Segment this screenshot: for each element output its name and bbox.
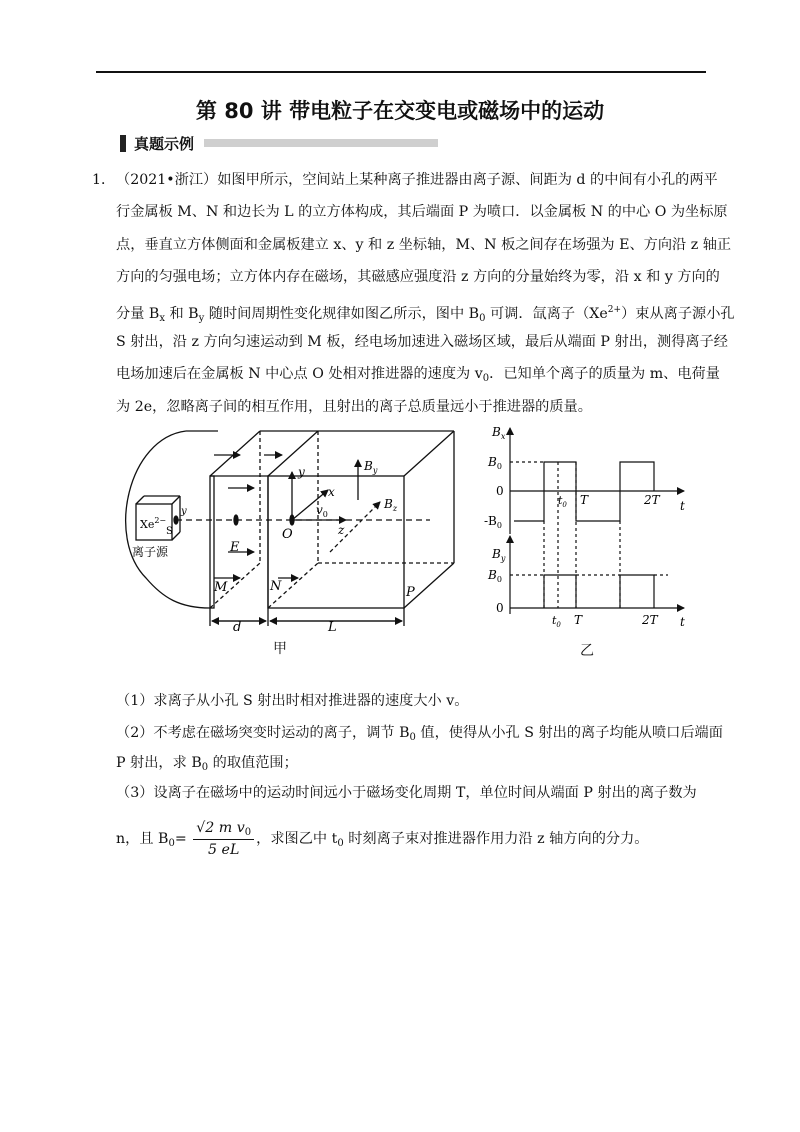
origin-O-label: O (282, 527, 293, 542)
graph-By-t0-label: $t_0$ (552, 614, 561, 629)
problem-text (92, 164, 735, 423)
plate-N-label: N (270, 579, 282, 594)
ion-source-label: 离子源 (132, 545, 169, 559)
plate-M-label: M (214, 580, 228, 595)
problem-number: 1． (92, 172, 116, 188)
figure-yi-graphs (478, 424, 698, 634)
graph-By-B0-label: $B_0$ (488, 568, 502, 584)
graph-Bx-2T-label: 2T (644, 493, 660, 507)
graph-By-2T-label: 2T (642, 613, 658, 627)
dimension-d-label: d (233, 620, 242, 634)
figure-jia-diagram (118, 428, 470, 634)
graph-By-t-label: t (680, 615, 685, 629)
top-rule (96, 71, 706, 73)
question-3-line-1: （3）设离子在磁场中的运动时间远小于磁场变化周期 T，单位时间从端面 P 射出的离子数为 (116, 785, 697, 801)
Bz-label: $B_z$ (384, 497, 398, 513)
graph-By-T-label: T (574, 613, 583, 627)
graph-By-zero-label: 0 (496, 601, 504, 615)
face-P-label: P (406, 585, 415, 600)
section-label: 真题示例 (134, 134, 195, 153)
velocity-v0-label: $v_0$ (316, 503, 328, 519)
source-xe-label: $Xe^{2-}$ (140, 516, 167, 531)
problem-line: 为 2e，忽略离子间的相互作用，且射出的离子总质量远小于推进器的质量。 (116, 398, 592, 415)
question-3-line-2: n，且 $B_0=$ $\frac{√2 m v_0}{5 eL}$ ，求图乙中 $t_0$ 时刻离子束对推进器作用力沿 z 轴方向的分力。 (116, 820, 649, 858)
figure-yi-caption: 乙 (580, 643, 594, 659)
section-marker (120, 135, 126, 152)
axis-y-label: y (298, 465, 305, 479)
field-E-label: E (230, 540, 240, 555)
axis-z-label: z (338, 523, 345, 537)
graph-Bx-zero-label: 0 (496, 484, 504, 498)
problem-line: 电场加速后在金属板 N 中心点 O 处相对推进器的速度为 $v_0$．已知单个离子的质量为 m、电荷量 (116, 366, 720, 385)
graph-Bx-T-label: T (580, 493, 589, 507)
question-1: （1）求离子从小孔 S 射出时相对推进器的速度大小 v。 (116, 693, 469, 709)
question-2-line-2: P 射出，求 $B_0$ 的取值范围； (116, 755, 298, 773)
section-header (120, 133, 438, 153)
problem-line: 分量 $B_x$ 和 $B_y$ 随时间周期性变化规律如图乙所示，图中 $B_0$ 可调．氙离子$(Xe^{2+})$束从离子源小孔 (116, 304, 735, 324)
axis-x-label: x (328, 485, 335, 499)
fraction-B0: $\frac{√2 m v_0}{5 eL}$ (193, 820, 254, 858)
graph-Bx-t0-label: $t_0$ (558, 494, 567, 509)
dimension-L-label: L (328, 620, 337, 634)
problem-line: 点，垂直立方体侧面和金属板建立 x、y 和 z 坐标轴，M、N 板之间存在场强为 E、方向沿 z 轴正 (116, 236, 732, 253)
source-y-label: y (181, 506, 187, 517)
By-label: $B_y$ (364, 459, 378, 475)
problem-line: （2021•浙江）如图甲所示，空间站上某种离子推进器由离子源、间距为 d 的中间有小孔的两平 (116, 172, 718, 188)
graph-Bx-t-label: t (680, 499, 685, 513)
problem-line: S 射出，沿 z 方向匀速运动到 M 板，经电场加速进入磁场区域，最后从端面 P 射出，测得离子经 (116, 333, 728, 350)
graph-Bx-axis-label: $B_x$ (492, 425, 506, 441)
figure-jia-caption: 甲 (273, 641, 287, 657)
problem-line: 行金属板 M、N 和边长为 L 的立方体构成，其后端面 P 为喷口．以金属板 N 的中心 O 为坐标原 (116, 204, 728, 221)
problem-line: 方向的匀强电场；立方体内存在磁场，其磁感应强度沿 z 方向的分量始终为零，沿 x 和 y 方向的 (116, 269, 720, 286)
graph-Bx-B0-label: $B_0$ (488, 455, 502, 471)
page-title: 第 80 讲 带电粒子在交变电或磁场中的运动 (195, 99, 605, 123)
graph-Bx-negB0-label: $-B_0$ (484, 514, 502, 530)
section-decoration-bar (204, 139, 438, 147)
question-2-line-1: （2）不考虑在磁场突变时运动的离子，调节 $B_0$ 值，使得从小孔 S 射出的离子均能从喷口后端面 (116, 725, 723, 743)
graph-By-axis-label: $B_y$ (492, 547, 506, 563)
source-hole-label: S (166, 526, 173, 537)
